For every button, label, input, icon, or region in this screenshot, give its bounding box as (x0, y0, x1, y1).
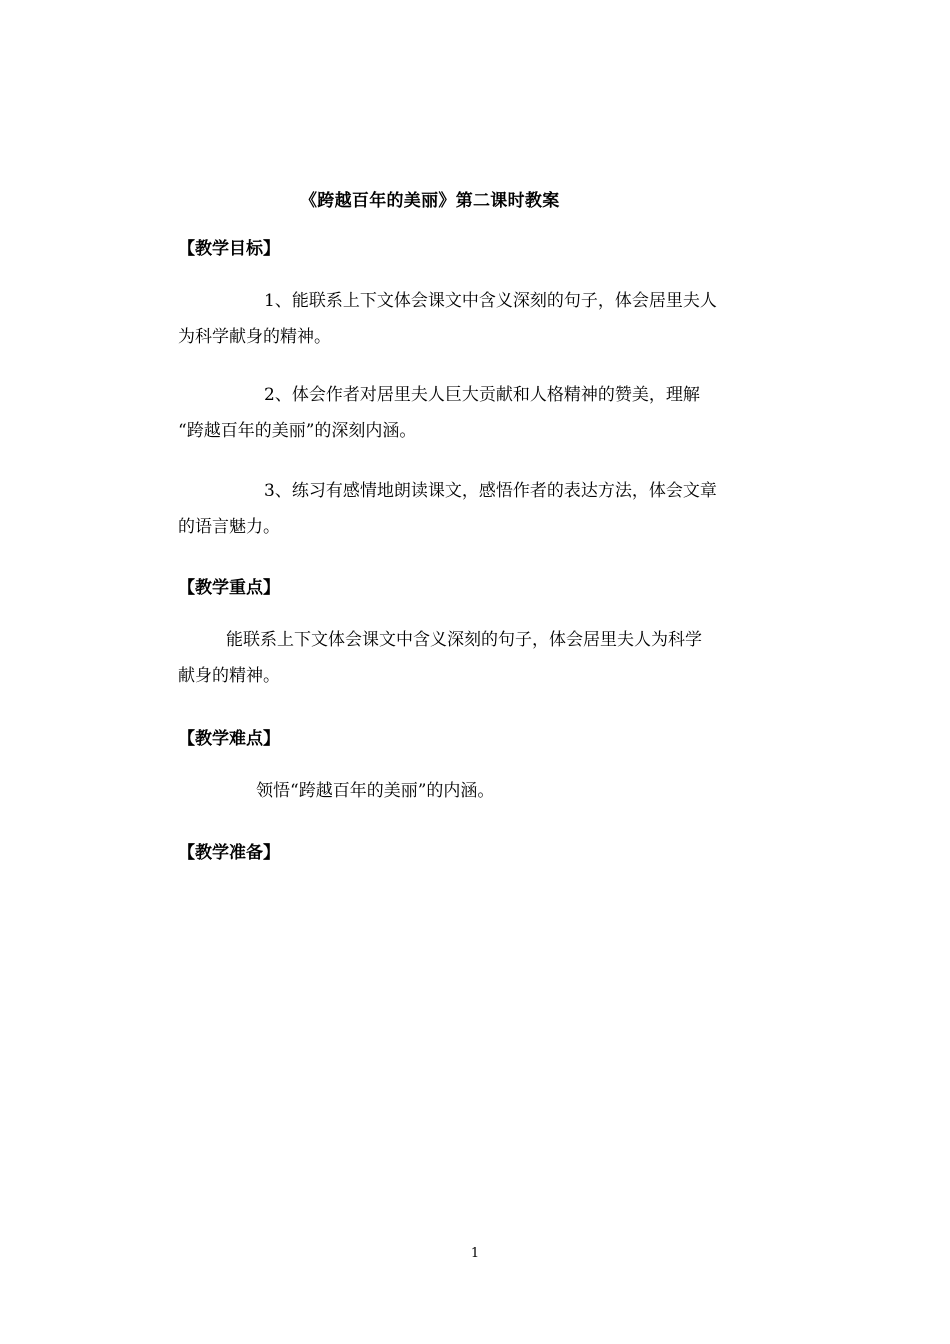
objective-2-line-2: “跨越百年的美丽”的深刻内涵。 (178, 421, 417, 441)
difficulties-line-1: 领悟“跨越百年的美丽”的内涵。 (256, 781, 495, 801)
section-heading-objectives: 【教学目标】 (178, 239, 280, 259)
difficulties-paragraph (178, 773, 768, 809)
section-heading-key-points: 【教学重点】 (178, 578, 280, 598)
key-points-line-1: 能联系上下文体会课文中含义深刻的句子，体会居里夫人为科学 (226, 630, 702, 650)
objective-3-line-2: 的语言魅力。 (178, 517, 280, 537)
objective-1-line-2: 为科学献身的精神。 (178, 327, 331, 347)
section-heading-difficulties: 【教学难点】 (178, 729, 280, 749)
page-number: 1 (470, 1246, 480, 1261)
objective-item-2 (178, 377, 768, 449)
section-heading-preparation: 【教学准备】 (178, 843, 280, 863)
objective-item-3 (178, 473, 768, 545)
objective-2-line-1: 2、体会作者对居里夫人巨大贡献和人格精神的赞美，理解 (264, 385, 700, 405)
key-points-line-2: 献身的精神。 (178, 666, 280, 686)
objective-1-line-1: 1、能联系上下文体会课文中含义深刻的句子，体会居里夫人 (264, 291, 717, 311)
key-points-paragraph (178, 622, 768, 694)
document-title: 《跨越百年的美丽》第二课时教案 (300, 191, 560, 211)
objective-item-1 (178, 283, 768, 355)
objective-3-line-1: 3、练习有感情地朗读课文，感悟作者的表达方法，体会文章 (264, 481, 717, 501)
